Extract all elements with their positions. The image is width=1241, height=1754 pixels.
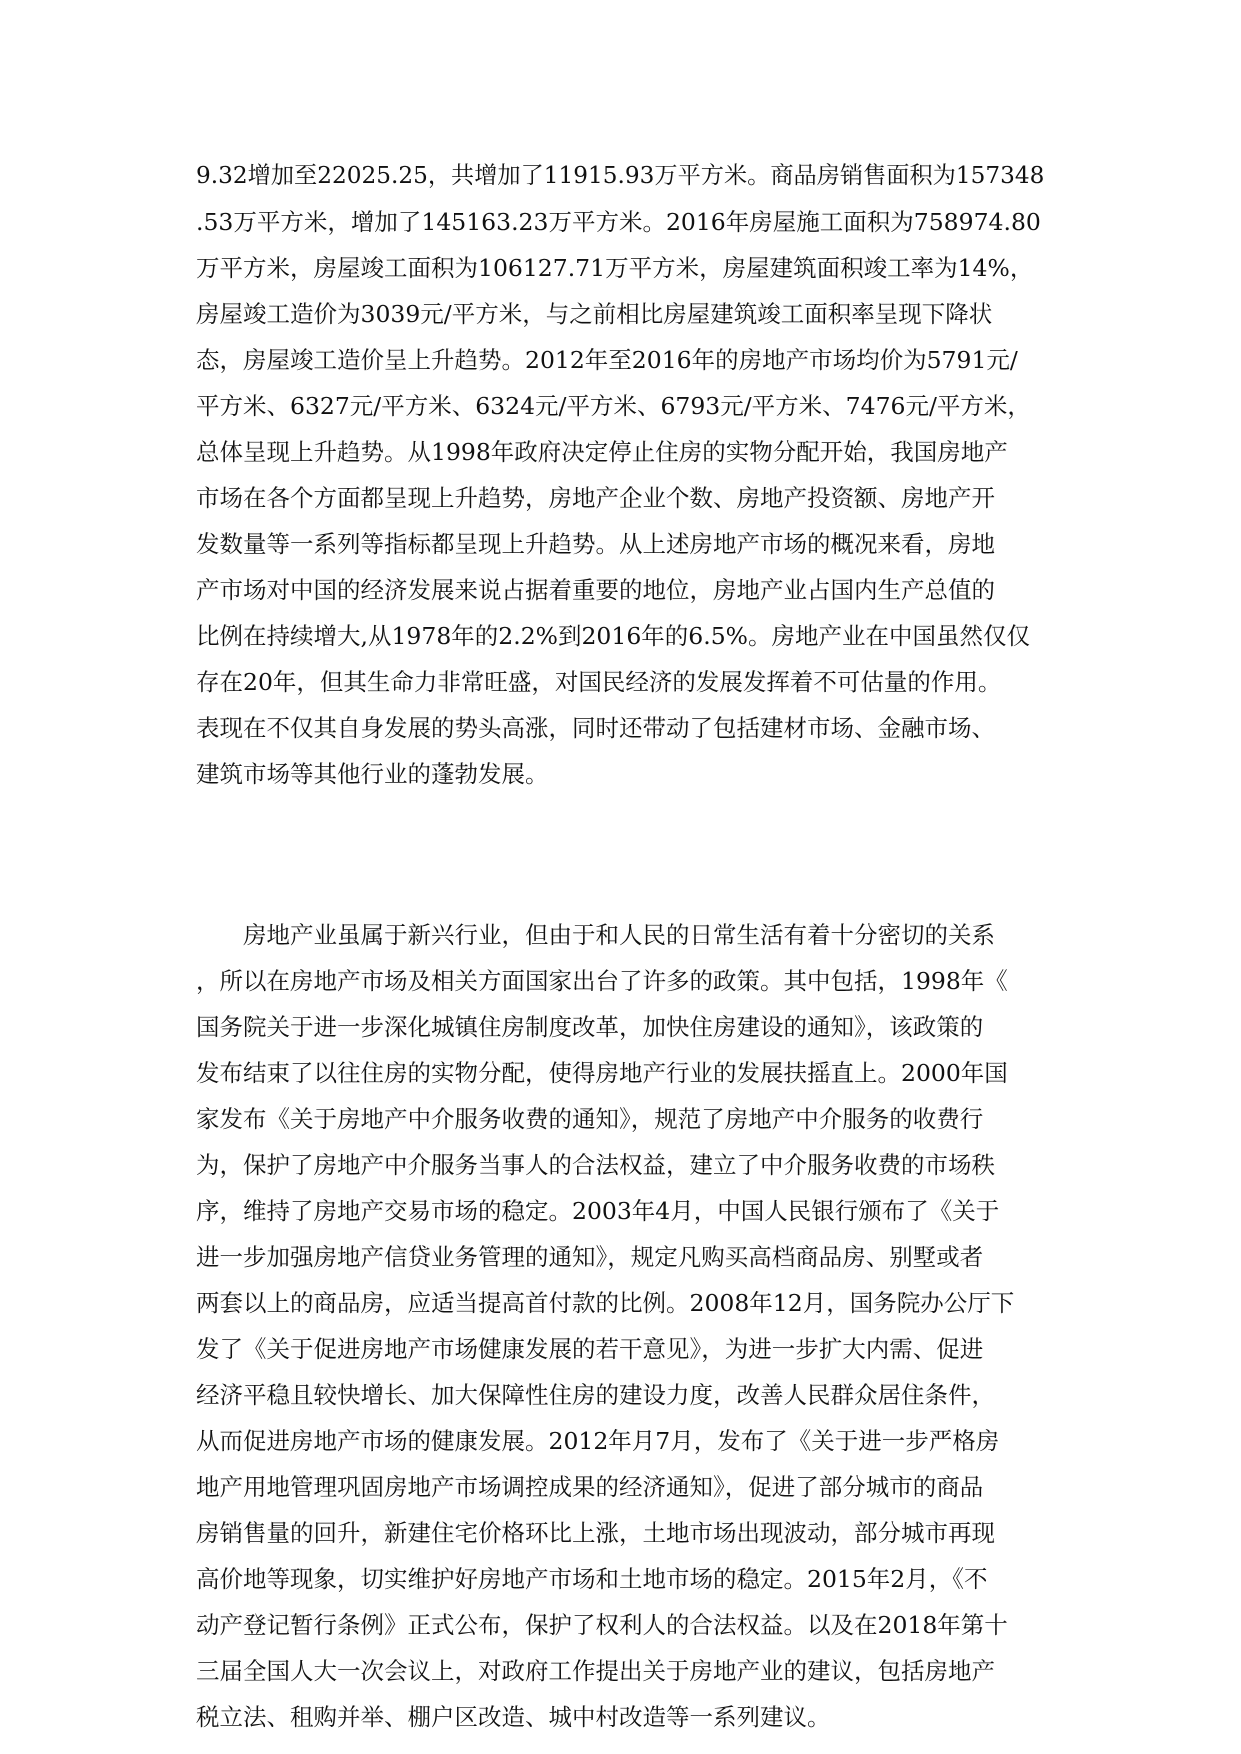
text-line: 进一步加强房地产信贷业务管理的通知》，规定凡购买高档商品房、别墅或者 [196,1243,984,1271]
text-line: 万平方米，房屋竣工面积为106127.71万平方米，房屋建筑面积竣工率为14%， [196,254,1034,282]
text-line: 为，保护了房地产中介服务当事人的合法权益，建立了中介服务收费的市场秩 [196,1151,995,1179]
text-line: 发数量等一系列等指标都呈现上升趋势。从上述房地产市场的概况来看，房地 [196,530,995,558]
text-line: 态，房屋竣工造价呈上升趋势。2012年至2016年的房地产市场均价为5791元/ [196,346,1018,374]
text-line: 产市场对中国的经济发展来说占据着重要的地位，房地产业占国内生产总值的 [196,576,995,604]
text-line: 税立法、租购并举、棚户区改造、城中村改造等一系列建议。 [196,1703,831,1731]
text-line: 存在20年，但其生命力非常旺盛，对国民经济的发展发挥着不可估量的作用。 [196,668,1002,696]
text-line: ，所以在房地产市场及相关方面国家出台了许多的政策。其中包括，1998年《 [196,967,1008,995]
text-line: 序，维持了房地产交易市场的稳定。2003年4月，中国人民银行颁布了《关于 [196,1197,1000,1225]
text-line: 表现在不仅其自身发展的势头高涨，同时还带动了包括建材市场、金融市场、 [196,714,995,742]
text-line: 房地产业虽属于新兴行业，但由于和人民的日常生活有着十分密切的关系 [196,921,995,949]
text-line: 发了《关于促进房地产市场健康发展的若干意见》，为进一步扩大内需、促进 [196,1335,984,1363]
text-line: 三届全国人大一次会议上，对政府工作提出关于房地产业的建议，包括房地产 [196,1657,995,1685]
text-line: 经济平稳且较快增长、加大保障性住房的建设力度，改善人民群众居住条件， [196,1381,995,1409]
text-line: 平方米、6327元/平方米、6324元/平方米、6793元/平方米、7476元/平方米， [196,392,1031,420]
text-line: 地产用地管理巩固房地产市场调控成果的经济通知》，促进了部分城市的商品 [196,1473,984,1501]
text-line: 建筑市场等其他行业的蓬勃发展。 [196,760,549,788]
text-line: 两套以上的商品房，应适当提高首付款的比例。2008年12月，国务院办公厅下 [196,1289,1015,1317]
text-line: 房屋竣工造价为3039元/平方米，与之前相比房屋建筑竣工面积率呈现下降状 [196,300,993,328]
text-line: 比例在持续增大,从1978年的2.2%到2016年的6.5%。房地产业在中国虽然仅仅 [196,622,1030,650]
text-line: .53万平方米，增加了145163.23万平方米。2016年房屋施工面积为758974.80 [196,208,1041,236]
text-line: 发布结束了以往住房的实物分配，使得房地产行业的发展扶摇直上。2000年国 [196,1059,1008,1087]
text-line: 市场在各个方面都呈现上升趋势，房地产企业个数、房地产投资额、房地产开 [196,484,995,512]
text-line: 家发布《关于房地产中介服务收费的通知》，规范了房地产中介服务的收费行 [196,1105,984,1133]
text-line: 从而促进房地产市场的健康发展。2012年月7月，发布了《关于进一步严格房 [196,1427,1000,1455]
text-line: 动产登记暂行条例》正式公布，保护了权利人的合法权益。以及在2018年第十 [196,1611,1008,1639]
text-line: 9.32增加至22025.25，共增加了11915.93万平方米。商品房销售面积为157348 [196,162,1045,189]
text-line: 国务院关于进一步深化城镇住房制度改革，加快住房建设的通知》，该政策的 [196,1013,984,1041]
text-line: 总体呈现上升趋势。从1998年政府决定停止住房的实物分配开始，我国房地产 [196,438,1008,466]
text-line: 高价地等现象，切实维护好房地产市场和土地市场的稳定。2015年2月，《不 [196,1565,988,1593]
text-line: 房销售量的回升，新建住宅价格环比上涨，土地市场出现波动，部分城市再现 [196,1519,995,1547]
